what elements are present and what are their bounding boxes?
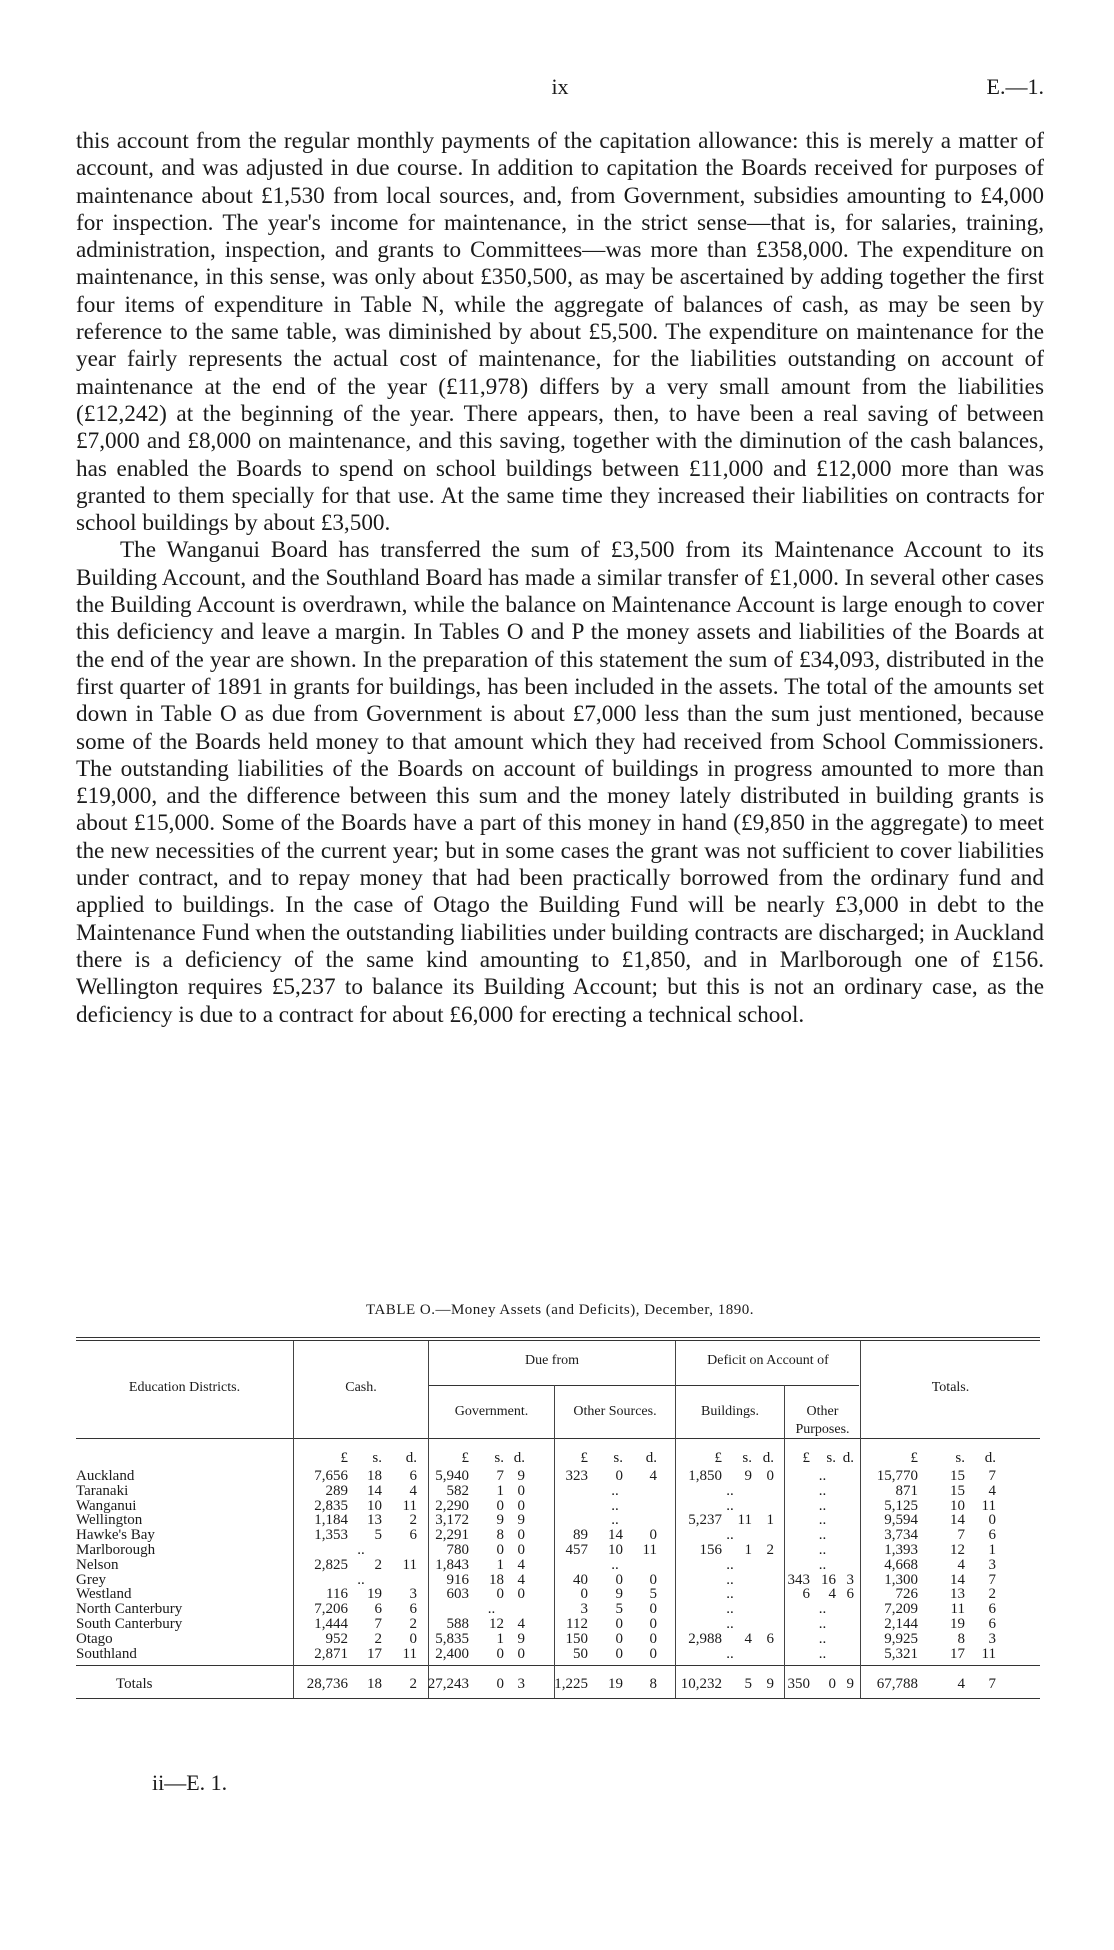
tot-pounds: 5,321	[884, 1646, 918, 1662]
cash-pence: 4	[409, 1483, 417, 1499]
district-name: Wanganui	[76, 1498, 137, 1514]
other-pence: 0	[649, 1616, 657, 1632]
cash-pounds: 7,206	[314, 1601, 348, 1617]
oth-pence: 3	[846, 1572, 854, 1588]
district-name: Otago	[76, 1631, 113, 1647]
cash-shillings: 14	[367, 1483, 382, 1499]
gov-pounds: 3,172	[435, 1512, 469, 1528]
page-header	[76, 74, 1044, 102]
tot-pounds: 15,770	[876, 1468, 918, 1484]
cash-pence: 6	[409, 1468, 417, 1484]
cash-shillings: 5	[374, 1527, 382, 1543]
oth-empty: ..	[818, 1557, 827, 1573]
oth-empty: ..	[818, 1468, 827, 1484]
bld-empty: ..	[726, 1572, 734, 1588]
gov-pounds: 5,835	[435, 1631, 469, 1647]
gov-pence: 4	[517, 1557, 525, 1573]
tot-pence: 6	[988, 1527, 996, 1543]
tot-pounds: 726	[895, 1586, 918, 1602]
gov-shillings: 1	[496, 1483, 504, 1499]
unit-pence: d.	[645, 1450, 657, 1466]
gov-pence: 4	[517, 1616, 525, 1632]
gov-shillings: 1	[496, 1631, 504, 1647]
tot-pounds: 2,144	[884, 1616, 918, 1632]
other-pence: 5	[649, 1586, 657, 1602]
other-pence: 11	[642, 1542, 657, 1558]
total-bld-pence: 9	[766, 1676, 774, 1692]
table-bottom-rule	[76, 1698, 1040, 1699]
oth-empty: ..	[818, 1646, 827, 1662]
tot-pounds: 9,925	[884, 1631, 918, 1647]
gov-pounds: 780	[446, 1542, 469, 1558]
unit-pence: d.	[842, 1450, 854, 1466]
gov-pence: 0	[517, 1498, 525, 1514]
tot-shillings: 11	[950, 1601, 965, 1617]
gov-shillings: 1	[496, 1557, 504, 1573]
district-name: Hawke's Bay	[76, 1527, 155, 1543]
other-pence: 0	[649, 1631, 657, 1647]
tot-pence: 3	[988, 1557, 996, 1573]
tot-shillings: 13	[950, 1586, 965, 1602]
gov-pounds: 1,843	[435, 1557, 469, 1573]
totals-rule	[76, 1665, 1040, 1666]
other-pounds: 0	[580, 1586, 588, 1602]
oth-empty: ..	[818, 1601, 827, 1617]
unit-shillings: s.	[742, 1450, 752, 1466]
gov-pounds: 916	[446, 1572, 469, 1588]
gov-shillings: 9	[496, 1512, 504, 1528]
other-pounds: 457	[565, 1542, 588, 1558]
cash-shillings: 19	[367, 1586, 382, 1602]
total-tot-shillings: 4	[957, 1676, 965, 1692]
header-deficit: Deficit on Account of	[707, 1353, 829, 1368]
bld-pence: 6	[766, 1631, 774, 1647]
total-oth-pence: 9	[846, 1676, 854, 1692]
total-cash-shillings: 18	[367, 1676, 382, 1692]
bld-pounds: 1,850	[688, 1468, 722, 1484]
tot-shillings: 14	[950, 1512, 965, 1528]
cash-pence: 0	[409, 1631, 417, 1647]
other-pounds: 50	[573, 1646, 588, 1662]
gov-pence: 0	[517, 1586, 525, 1602]
bld-empty: ..	[726, 1646, 734, 1662]
tot-pounds: 1,300	[884, 1572, 918, 1588]
other-pounds: 3	[580, 1601, 588, 1617]
bld-empty: ..	[726, 1586, 734, 1602]
gov-pounds: 2,290	[435, 1498, 469, 1514]
gov-pounds: 582	[446, 1483, 469, 1499]
total-gov-pounds: 27,243	[427, 1676, 469, 1692]
bld-empty: ..	[726, 1616, 734, 1632]
other-shillings: 14	[608, 1527, 623, 1543]
other-shillings: 0	[615, 1468, 623, 1484]
cash-pence: 11	[402, 1557, 417, 1573]
tot-shillings: 19	[950, 1616, 965, 1632]
tot-pounds: 3,734	[884, 1527, 918, 1543]
cash-pence: 3	[409, 1586, 417, 1602]
bld-pence: 1	[766, 1512, 774, 1528]
bld-pence: 0	[766, 1468, 774, 1484]
cash-pounds: 7,656	[314, 1468, 348, 1484]
oth-empty: ..	[818, 1527, 827, 1543]
bld-shillings: 9	[744, 1468, 752, 1484]
cash-pounds: 1,444	[314, 1616, 348, 1632]
other-pounds: 89	[573, 1527, 588, 1543]
totals-label: Totals	[116, 1676, 153, 1692]
gov-shillings: 12	[489, 1616, 504, 1632]
bld-empty: ..	[726, 1557, 734, 1573]
bld-shillings: 11	[737, 1512, 752, 1528]
cash-shillings: 13	[367, 1512, 382, 1528]
tot-pounds: 871	[895, 1483, 918, 1499]
total-gov-pence: 3	[517, 1676, 525, 1692]
bld-empty: ..	[726, 1483, 734, 1499]
cash-pounds: 289	[325, 1483, 348, 1499]
other-pence: 0	[649, 1646, 657, 1662]
other-empty: ..	[611, 1512, 619, 1528]
tot-shillings: 7	[957, 1527, 965, 1543]
cash-shillings: 6	[374, 1601, 382, 1617]
gov-pounds: 2,291	[435, 1527, 469, 1543]
district-name: Wellington	[76, 1512, 143, 1528]
unit-pence: d.	[984, 1450, 996, 1466]
other-empty: ..	[611, 1498, 619, 1514]
total-oth-shillings: 0	[828, 1676, 836, 1692]
unit-pounds: £	[340, 1450, 348, 1466]
gov-shillings: 0	[496, 1498, 504, 1514]
unit-pence: d.	[762, 1450, 774, 1466]
tot-pounds: 4,668	[884, 1557, 918, 1573]
tot-pence: 7	[988, 1572, 996, 1588]
tot-pence: 7	[988, 1468, 996, 1484]
cash-pence: 11	[402, 1646, 417, 1662]
bld-pounds: 156	[699, 1542, 722, 1558]
district-name: Southland	[76, 1646, 137, 1662]
gov-pence: 0	[517, 1542, 525, 1558]
page-footer: ii—E. 1.	[152, 1770, 228, 1795]
cash-pounds: 1,184	[314, 1512, 348, 1528]
money-assets-table	[76, 1337, 1040, 1757]
district-name: North Canterbury	[76, 1601, 183, 1617]
unit-pounds: £	[802, 1450, 810, 1466]
total-bld-pounds: 10,232	[680, 1676, 722, 1692]
tot-shillings: 12	[950, 1542, 965, 1558]
tot-pence: 6	[988, 1601, 996, 1617]
other-shillings: 9	[615, 1586, 623, 1602]
bld-pounds: 2,988	[688, 1631, 722, 1647]
oth-empty: ..	[818, 1512, 827, 1528]
tot-pounds: 5,125	[884, 1498, 918, 1514]
gov-pounds: 2,400	[435, 1646, 469, 1662]
gov-shillings: 0	[496, 1542, 504, 1558]
header-other-purposes: Other Purposes.	[795, 1404, 850, 1437]
other-pounds: 323	[565, 1468, 588, 1484]
total-oth-pounds: 350	[787, 1676, 810, 1692]
tot-pence: 1	[988, 1542, 996, 1558]
gov-pence: 0	[517, 1483, 525, 1499]
header-cash: Cash.	[345, 1380, 377, 1395]
cash-shillings: 10	[367, 1498, 382, 1514]
cash-shillings: 17	[367, 1646, 382, 1662]
other-shillings: 10	[608, 1542, 623, 1558]
oth-empty: ..	[818, 1631, 827, 1647]
oth-shillings: 4	[828, 1586, 836, 1602]
gov-shillings: 0	[496, 1646, 504, 1662]
header-totals: Totals.	[931, 1380, 970, 1395]
total-other-pence: 8	[649, 1676, 657, 1692]
district-name: Auckland	[76, 1468, 135, 1484]
cash-shillings: 18	[367, 1468, 382, 1484]
cash-pounds: 2,825	[314, 1557, 348, 1573]
bld-empty: ..	[726, 1601, 734, 1617]
gov-pence: 9	[517, 1631, 525, 1647]
total-cash-pence: 2	[409, 1676, 417, 1692]
page-number: ix	[551, 74, 569, 99]
tot-pounds: 1,393	[884, 1542, 918, 1558]
other-pounds: 150	[565, 1631, 588, 1647]
header-other-sources: Other Sources.	[573, 1404, 657, 1419]
cash-empty: ..	[357, 1572, 365, 1588]
oth-empty: ..	[818, 1616, 827, 1632]
gov-pence: 9	[517, 1512, 525, 1528]
other-pence: 0	[649, 1601, 657, 1617]
tot-shillings: 8	[957, 1631, 965, 1647]
other-pence: 4	[649, 1468, 657, 1484]
cash-pence: 2	[409, 1616, 417, 1632]
unit-pence: d.	[405, 1450, 417, 1466]
oth-empty: ..	[818, 1542, 827, 1558]
unit-pounds: £	[714, 1450, 722, 1466]
gov-pence: 0	[517, 1527, 525, 1543]
cash-pounds: 952	[325, 1631, 348, 1647]
oth-shillings: 16	[821, 1572, 836, 1588]
unit-pounds: £	[580, 1450, 588, 1466]
unit-shillings: s.	[955, 1450, 965, 1466]
other-empty: ..	[611, 1483, 619, 1499]
other-shillings: 0	[615, 1631, 623, 1647]
cash-pounds: 2,871	[314, 1646, 348, 1662]
cash-shillings: 2	[374, 1631, 382, 1647]
oth-empty: ..	[818, 1483, 827, 1499]
other-pounds: 40	[573, 1572, 588, 1588]
total-tot-pounds: 67,788	[876, 1676, 918, 1692]
other-pence: 0	[649, 1527, 657, 1543]
gov-pounds: 5,940	[435, 1468, 469, 1484]
total-tot-pence: 7	[988, 1676, 996, 1692]
tot-pence: 4	[988, 1483, 996, 1499]
total-bld-shillings: 5	[744, 1676, 752, 1692]
total-gov-shillings: 0	[496, 1676, 504, 1692]
cash-shillings: 2	[374, 1557, 382, 1573]
gov-shillings: 18	[489, 1572, 504, 1588]
oth-pounds: 6	[802, 1586, 810, 1602]
other-shillings: 5	[615, 1601, 623, 1617]
other-empty: ..	[611, 1557, 619, 1573]
bld-shillings: 1	[744, 1542, 752, 1558]
bld-pence: 2	[766, 1542, 774, 1558]
gov-pence: 4	[517, 1572, 525, 1588]
header-due-from: Due from	[524, 1353, 580, 1368]
tot-shillings: 15	[950, 1483, 965, 1499]
tot-pence: 11	[981, 1646, 996, 1662]
unit-pence: d.	[513, 1450, 525, 1466]
gov-shillings: 7	[496, 1468, 504, 1484]
cash-pounds: 116	[326, 1586, 348, 1602]
header-districts: Education Districts.	[128, 1380, 241, 1395]
other-pence: 0	[649, 1572, 657, 1588]
cash-pence: 2	[409, 1512, 417, 1528]
tot-shillings: 15	[950, 1468, 965, 1484]
district-name: Westland	[76, 1586, 132, 1602]
subheader-rule	[429, 1385, 859, 1386]
table-top-rule	[76, 1340, 1040, 1341]
unit-shillings: s.	[494, 1450, 504, 1466]
district-name: Taranaki	[76, 1483, 129, 1499]
tot-shillings: 4	[957, 1557, 965, 1573]
gov-shillings: 0	[496, 1586, 504, 1602]
district-name: Grey	[76, 1572, 106, 1588]
cash-pence: 6	[409, 1601, 417, 1617]
unit-shillings: s.	[613, 1450, 623, 1466]
unit-shillings: s.	[826, 1450, 836, 1466]
gov-shillings: 8	[496, 1527, 504, 1543]
gov-pence: 0	[517, 1646, 525, 1662]
tot-pence: 0	[988, 1512, 996, 1528]
header-government: Government.	[454, 1404, 529, 1419]
bld-empty: ..	[726, 1527, 734, 1543]
paragraph: The Wanganui Board has transferred the sum of £3,500 from its Maintenance Account to its Building Account, and the Southland Board has made a similar transfer of £1,000. In several other cases the Building Account is overdrawn, while the balance on Maintenance Account is large enough to cover this deficiency and leave a margin. In Tables O and P the money assets and liabilities of the Boards at the end of the year are shown. In the preparation of this statement the sum of £34,093, distributed in the first quarter of 1891 in grants for buildings, has been included in the assets. The total of the amounts set down in Table O as due from Government is about £7,000 less than the sum just mentioned, because some of the Boards held money to that amount which they had received from School Commissioners. The outstanding liabilities of the Boards on account of buildings in progress amounted to more than £19,000, and the difference between this sum and the money lately distributed in building grants is about £15,000. Some of the Boards have a part of this money in hand (£9,850 in the aggregate) to meet the new necessities of the current year; but in some cases the grant was not sufficient to cover liabilities under contract, and to repay money that had been practically borrowed from the ordinary fund and applied to buildings. In the case of Otago the Building Fund will be nearly £3,000 in debt to the Maintenance Fund when the outstanding liabilities under building contracts are discharged; in Auckland there is a deficiency of the same kind amounting to £1,850, and in Marlborough one of £156. Wellington requires £5,237 to balance its Building Account; but this is not an ordinary case, as the deficiency is due to a contract for about £6,000 for erecting a technical school.	[76, 537, 1044, 1028]
gov-pence: 9	[517, 1468, 525, 1484]
cash-pounds: 2,835	[314, 1498, 348, 1514]
tot-shillings: 14	[950, 1572, 965, 1588]
total-cash-pounds: 28,736	[306, 1676, 348, 1692]
district-name: Nelson	[76, 1557, 119, 1573]
gov-empty: ..	[487, 1601, 496, 1617]
bld-pounds: 5,237	[688, 1512, 722, 1528]
cash-pounds: 1,353	[314, 1527, 348, 1543]
other-shillings: 0	[615, 1572, 623, 1588]
oth-pounds: 343	[787, 1572, 810, 1588]
gov-pounds: 603	[446, 1586, 469, 1602]
tot-pence: 2	[988, 1586, 996, 1602]
tot-pence: 11	[981, 1498, 996, 1514]
total-other-shillings: 19	[608, 1676, 623, 1692]
cash-pence: 11	[402, 1498, 417, 1514]
table-title: TABLE O.—Money Assets (and Deficits), December, 1890.	[366, 1302, 754, 1318]
header-buildings: Buildings.	[701, 1404, 759, 1419]
document-reference: E.—1.	[986, 74, 1044, 99]
paragraph: this account from the regular monthly payments of the capitation allowance: this is merely a matter of account, and was adjusted in due course. In addition to capitation the Boards received for purposes of maintenance about £1,530 from local sources, and, from Government, subsidies amounting to £4,000 for inspection. The year's income for maintenance, in the strict sense—that is, for salaries, training, administration, inspection, and grants to Committees—was more than £358,000. The expenditure on maintenance, in this sense, was only about £350,500, as may be ascertained by adding together the first four items of expenditure in Table N, while the aggregate of balances of cash, as may be seen by reference to the same table, was diminished by about £5,500. The expenditure on maintenance for the year fairly represents the actual cost of maintenance, for the liabilities outstanding on account of maintenance at the end of the year (£11,978) differs by a very small amount from the liabilities (£12,242) at the beginning of the year. There appears, then, to have been a real saving of between £7,000 and £8,000 on maintenance, and this saving, together with the diminution of the cash balances, has enabled the Boards to spend on school buildings between £11,000 and £12,000 more than was granted to them specially for that use. At the same time they increased their liabilities on contracts for school buildings by about £3,500.	[76, 128, 1044, 537]
district-name: South Canterbury	[76, 1616, 183, 1632]
tot-pence: 3	[988, 1631, 996, 1647]
other-shillings: 0	[615, 1616, 623, 1632]
tot-shillings: 17	[950, 1646, 965, 1662]
total-other-pounds: 1,225	[554, 1676, 588, 1692]
bld-empty: ..	[726, 1498, 734, 1514]
bld-shillings: 4	[744, 1631, 752, 1647]
cash-empty: ..	[357, 1542, 365, 1558]
cash-pence: 6	[409, 1527, 417, 1543]
cash-shillings: 7	[374, 1616, 382, 1632]
table-top-rule	[76, 1337, 1040, 1338]
unit-shillings: s.	[372, 1450, 382, 1466]
body-text	[76, 128, 1044, 1029]
oth-pence: 6	[846, 1586, 854, 1602]
other-shillings: 0	[615, 1646, 623, 1662]
tot-pounds: 7,209	[884, 1601, 918, 1617]
tot-pence: 6	[988, 1616, 996, 1632]
tot-pounds: 9,594	[884, 1512, 918, 1528]
other-pounds: 112	[566, 1616, 588, 1632]
unit-pounds: £	[461, 1450, 469, 1466]
header-bottom-rule	[76, 1438, 1040, 1439]
district-name: Marlborough	[76, 1542, 156, 1558]
gov-pounds: 588	[446, 1616, 469, 1632]
oth-empty: ..	[818, 1498, 827, 1514]
unit-pounds: £	[910, 1450, 918, 1466]
tot-shillings: 10	[950, 1498, 965, 1514]
